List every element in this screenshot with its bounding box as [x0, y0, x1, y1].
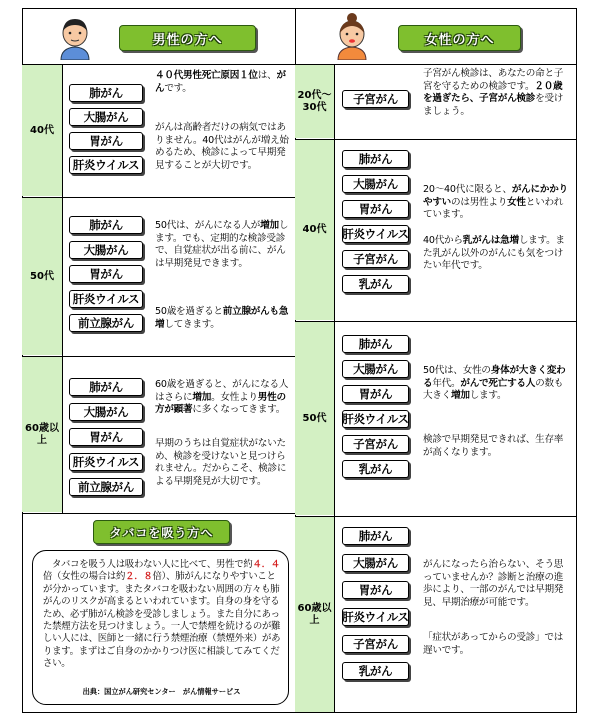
smoker-info-box — [32, 550, 289, 705]
text-run: 増加 — [260, 220, 279, 231]
male-test-badge: 胃がん — [69, 132, 143, 150]
text-run: します。でも、定期的な検診受診で、自覚症状が出る前に、がんは早期発見できます。 — [155, 220, 289, 269]
text-run: 40代から — [423, 235, 463, 246]
female-age-divider — [334, 516, 335, 713]
text-run: 前立腺がんも急増 — [155, 306, 289, 330]
female-description-main — [423, 365, 570, 403]
male-description-sub — [155, 306, 290, 331]
male-description-main — [155, 379, 290, 417]
female-header-banner — [398, 25, 521, 51]
female-avatar-icon — [332, 12, 372, 60]
male-test-badge: 肺がん — [69, 216, 143, 234]
text-run: します。 — [469, 390, 507, 402]
smoker-header-text: タバコを吸う方へ — [109, 525, 214, 540]
text-run: 検診で早期発見できれば、生存率が高くなります。 — [423, 434, 564, 458]
female-test-badge: 子宮がん — [342, 250, 409, 268]
text-run: がんは高齢者だけの病気ではありません。40代はがんが増え始めるため、検診によって早期発見することが大切です。 — [155, 122, 289, 171]
female-age-divider — [334, 321, 335, 516]
female-description-sub — [423, 235, 570, 273]
female-test-badge: 大腸がん — [342, 175, 409, 193]
female-test-badge: 肝炎ウイルス — [342, 610, 409, 624]
male-test-badge: 大腸がん — [69, 108, 143, 126]
smoker-header-banner — [93, 520, 230, 544]
female-age-label: 20代〜30代 — [295, 65, 334, 138]
male-test-badge: 前立腺がん — [69, 314, 143, 332]
male-test-badge: 大腸がん — [69, 241, 143, 259]
text-run: 女性 — [507, 196, 526, 208]
text-run: 子宮がん検診は、あなたの命と子宮を守るための検診です。 — [423, 68, 564, 92]
female-age-label: 60歳以上 — [295, 517, 334, 712]
text-run: 倍）、肺がんになりやすいことが分かっています。またタバコを吸わない周囲の方々も肺がんのリスクが高まるといわれています。自身の身を守るため、必ず肺がん検診を受診しましょう。また自分にあった禁煙方法を見つけましょう。一人で禁煙を続けるのが難しい人には、医師と一緒に行う禁煙治療（禁煙外来）があります。まずはご自身のかかりつけ医に相談してみてください。 — [43, 571, 281, 670]
text-run: 20～40代に限ると、 — [423, 184, 512, 195]
female-description-main — [423, 184, 570, 222]
text-run: がんにかかりやすい — [423, 184, 568, 208]
text-run: 早期のうちは自覚症状がないため、検診を受けないと見つけられません。だからこそ、検診による早期発見が大切です。 — [155, 438, 287, 487]
male-age-label: 60歳以上 — [22, 357, 62, 512]
female-test-badge: 子宮がん — [342, 635, 409, 653]
female-test-badge: 乳がん — [342, 662, 409, 680]
text-run: を受けましょう。 — [423, 93, 564, 117]
text-run: ２０歳を過ぎたら、子宮がん検診 — [423, 80, 563, 105]
male-header-text: 男性の方へ — [152, 32, 223, 48]
male-age-divider — [62, 64, 63, 197]
male-test-badge: 胃がん — [69, 428, 143, 446]
female-age-label: 40代 — [295, 140, 334, 320]
text-run: は、 — [257, 70, 277, 81]
text-run: 50代は、がんになる人が — [155, 220, 261, 231]
text-run: ４．４ — [252, 559, 280, 570]
female-test-badge: 大腸がん — [342, 554, 409, 572]
text-run: 倍（女性の場合は約 — [43, 571, 126, 583]
text-run: 50代は、女性の — [423, 365, 491, 376]
text-run: ４０代男性死亡原因１位 — [155, 70, 258, 81]
male-test-badge: 肺がん — [69, 378, 143, 396]
male-test-badge: 前立腺がん — [69, 478, 143, 496]
text-run: タバコを吸う人は吸わない人に比べて、男性で約 — [52, 559, 253, 570]
male-description-main — [155, 220, 290, 270]
text-run: 50歳を過ぎると — [155, 306, 223, 317]
female-age-divider — [334, 139, 335, 321]
female-age-divider — [334, 64, 335, 139]
female-test-badge: 乳がん — [342, 275, 409, 293]
female-description-sub — [423, 632, 570, 657]
male-test-badge: 肺がん — [69, 84, 143, 102]
text-run: です。 — [164, 82, 192, 94]
female-test-badge: 大腸がん — [342, 360, 409, 378]
text-run: のは男性より — [451, 196, 508, 208]
male-description-sub — [155, 122, 290, 172]
female-description-sub — [423, 434, 570, 459]
text-run: 身体が大きく変わる — [423, 365, 566, 389]
male-age-divider — [62, 197, 63, 356]
male-test-badge: 肝炎ウイルス — [69, 156, 143, 174]
text-run: といわれています。 — [423, 196, 564, 221]
female-row-divider — [295, 139, 577, 140]
male-age-divider — [62, 356, 63, 513]
text-run: 年代。 — [432, 377, 461, 389]
text-run: に多くなってきます。 — [192, 404, 286, 416]
source-credit: 出典：国立がん研究センター がん情報サービス — [82, 687, 241, 696]
female-description-main — [423, 68, 570, 118]
text-run: がんになったら治らない、そう思っていませんか？診断と治療の進歩により、一部のがんでは早期発見、早期治療が可能です。 — [423, 559, 564, 608]
smoker-body-text — [43, 559, 283, 671]
text-run: の数も大きく — [423, 377, 564, 402]
female-test-badge: 肺がん — [342, 335, 409, 353]
smoker-divider — [22, 513, 295, 514]
male-description-sub — [155, 438, 290, 488]
female-test-badge: 胃がん — [342, 581, 409, 599]
male-test-badge: 胃がん — [69, 265, 143, 283]
male-age-label: 50代 — [22, 198, 62, 355]
female-test-badge: 肝炎ウイルス — [342, 412, 409, 426]
female-test-badge: 肝炎ウイルス — [342, 227, 409, 241]
male-description-main — [155, 70, 290, 95]
female-test-badge: 乳がん — [342, 460, 409, 478]
male-test-badge: 肝炎ウイルス — [69, 453, 143, 471]
text-run: 乳がんは急増 — [462, 235, 519, 246]
female-test-badge: 肺がん — [342, 150, 409, 168]
text-run: 男性の方が顕著 — [155, 391, 286, 416]
female-row-divider — [295, 321, 577, 322]
text-run: 「症状があってからの受診」では遅いです。 — [423, 632, 564, 656]
text-run: ２．８ — [125, 571, 153, 583]
female-test-badge: 子宮がん — [342, 435, 409, 453]
male-header-banner — [119, 25, 256, 51]
female-age-label: 50代 — [295, 322, 334, 515]
female-test-badge: 胃がん — [342, 200, 409, 218]
text-run: 。女性より — [211, 391, 258, 403]
text-run: してきます。 — [164, 318, 220, 330]
female-test-badge: 子宮がん — [342, 90, 409, 108]
male-test-badge: 大腸がん — [69, 403, 143, 421]
text-run: します。また乳がん以外のがんにも気をつけたい年代です。 — [423, 235, 565, 272]
female-description-main — [423, 559, 570, 609]
female-test-badge: 胃がん — [342, 385, 409, 403]
female-test-badge: 肺がん — [342, 527, 409, 545]
female-row-divider — [295, 516, 577, 517]
text-run: がん — [155, 70, 286, 94]
female-header-text: 女性の方へ — [424, 32, 495, 48]
text-run: がんで死亡する人 — [460, 377, 536, 389]
text-run: 60歳を過ぎると、がんになる人はさらに — [155, 379, 289, 403]
text-run: 増加 — [451, 390, 470, 402]
male-test-badge: 肝炎ウイルス — [69, 290, 143, 308]
text-run: 増加 — [192, 391, 212, 403]
male-avatar-icon — [55, 14, 95, 60]
male-age-label: 40代 — [22, 65, 62, 196]
